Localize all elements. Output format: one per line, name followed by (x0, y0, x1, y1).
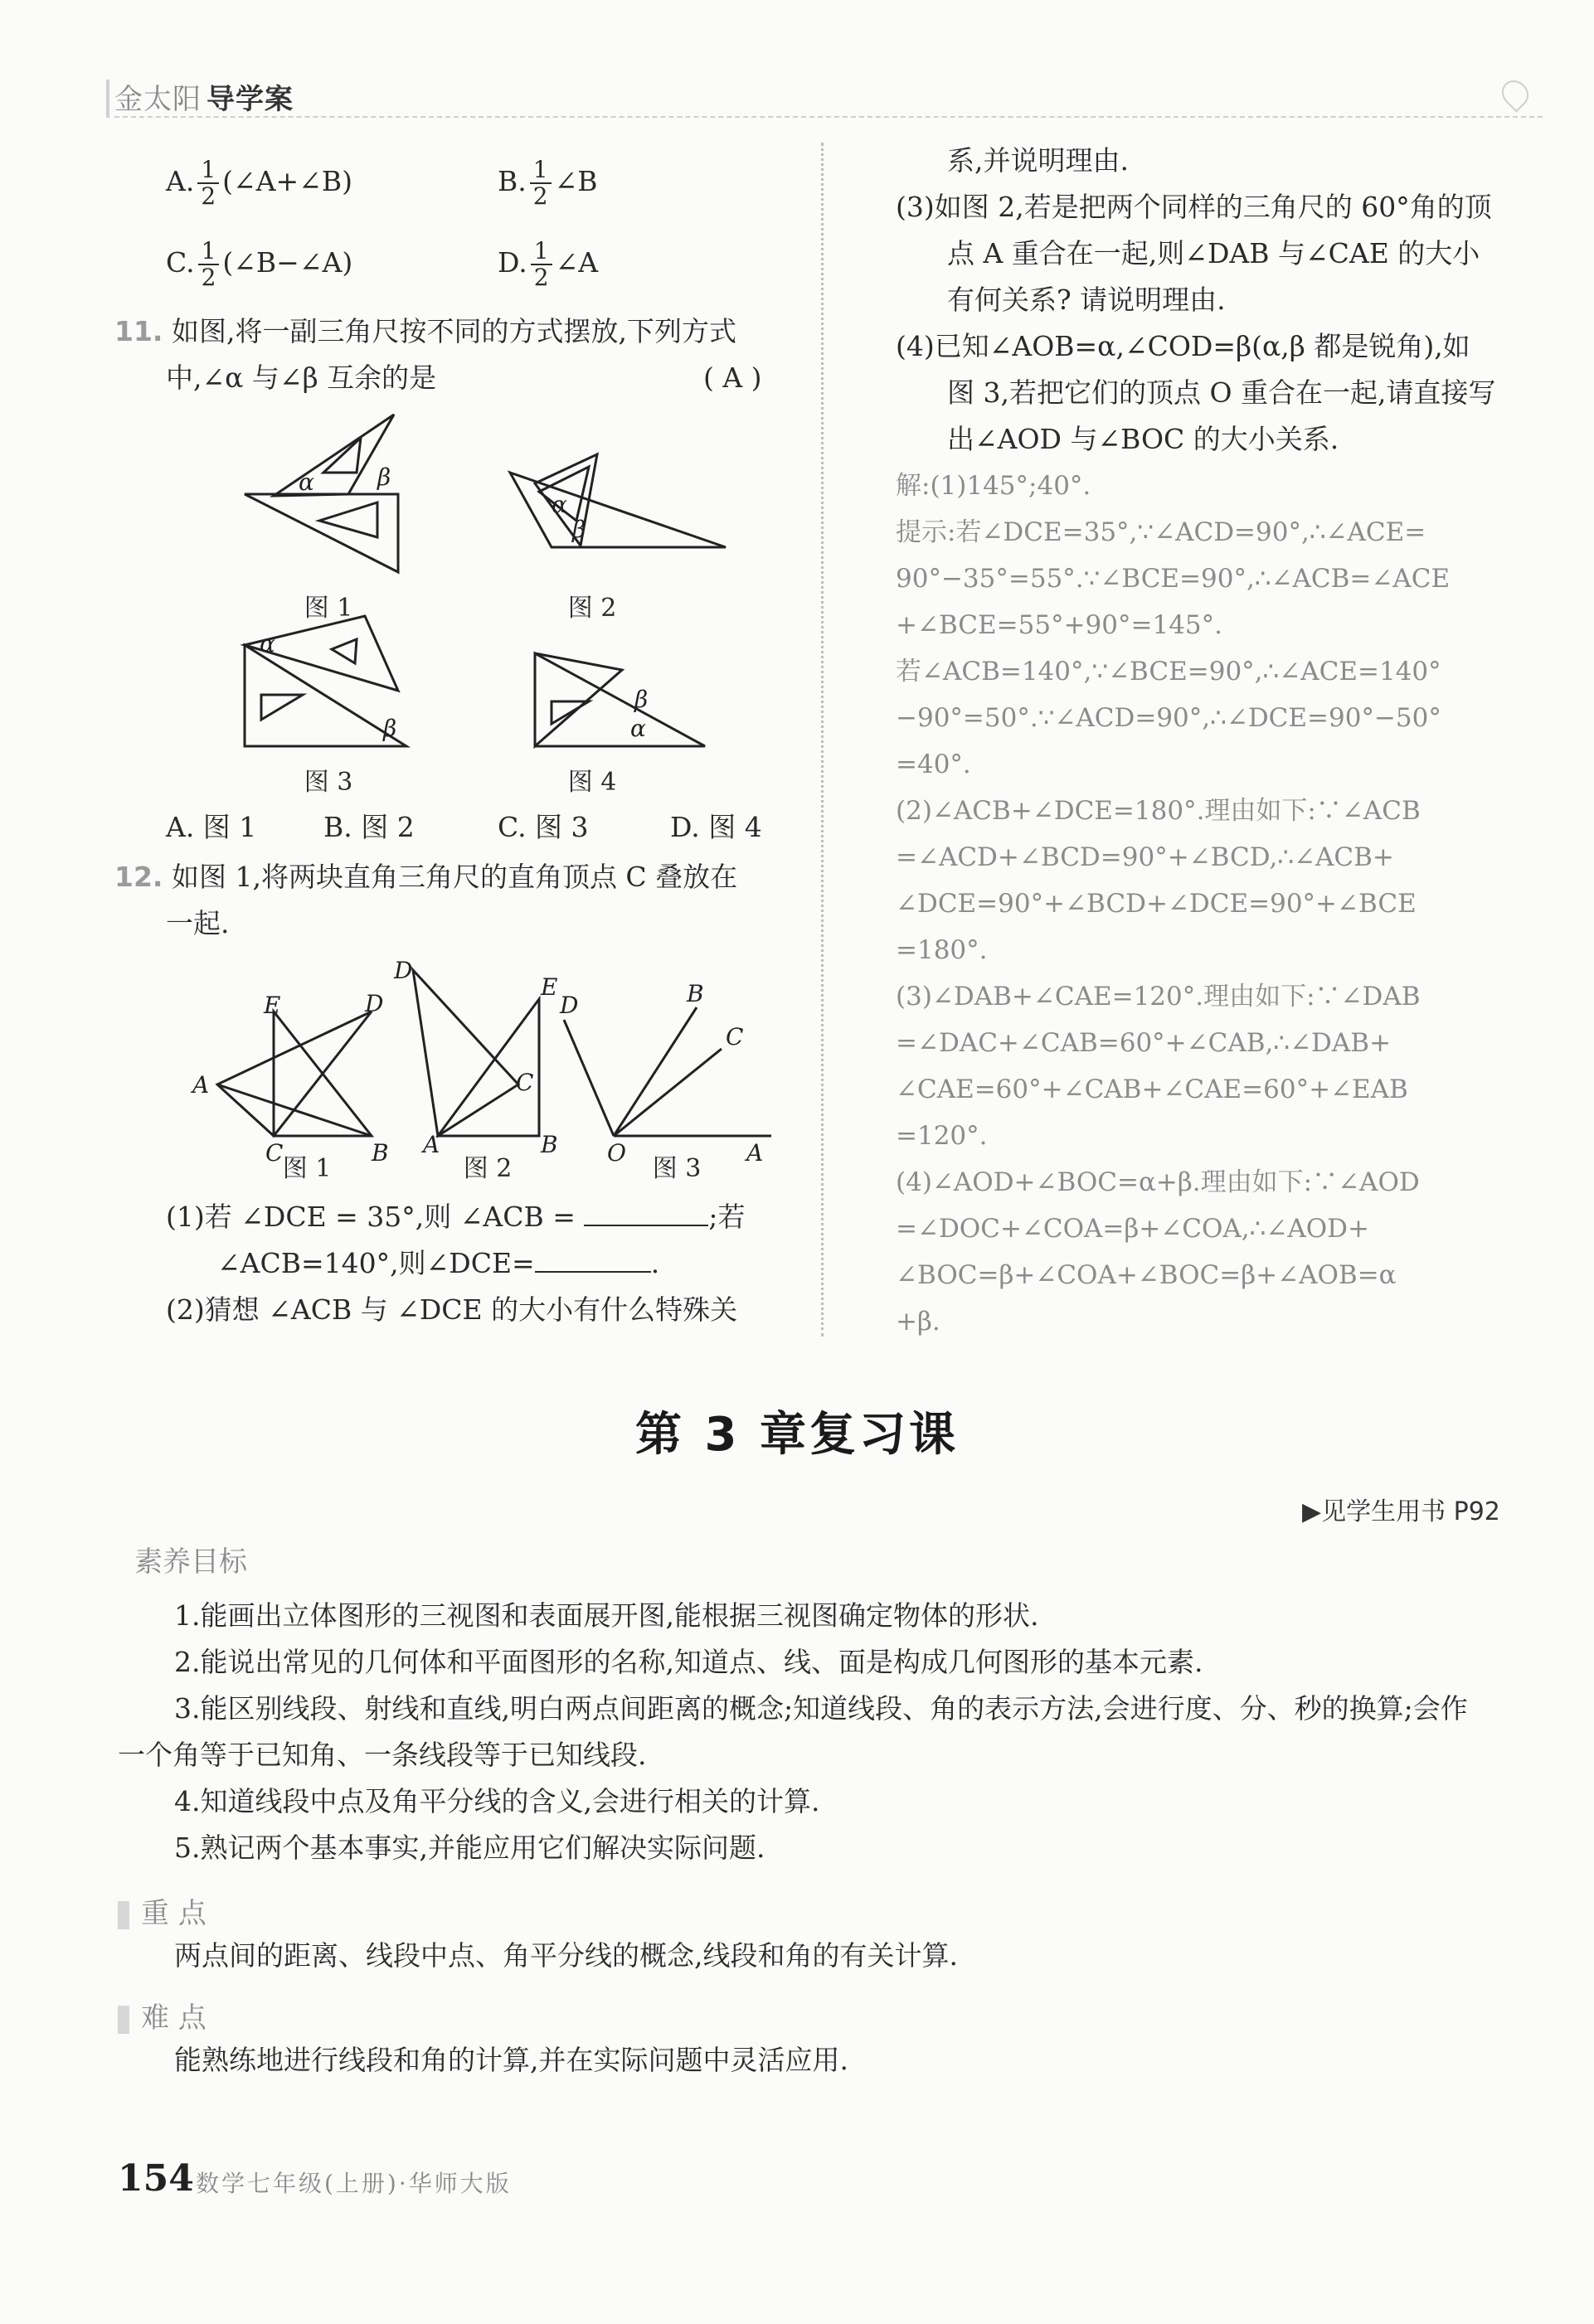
right-line-5: (4)已知∠AOB=α,∠COD=β(α,β 都是锐角),如 (896, 330, 1470, 362)
answer-line: =40°. (896, 750, 971, 779)
answer-line: =∠ACD+∠BCD=90°+∠BCD,∴∠ACB+ (896, 842, 1394, 872)
fig4-triangle-1 (535, 653, 705, 746)
fig1-triangle-bottom-inner (319, 502, 377, 537)
right-line-2: (3)如图 2,若是把两个同样的三角尺的 60°角的顶 (896, 191, 1492, 223)
fig3-ray-od (564, 1020, 614, 1136)
column-divider (821, 143, 824, 1337)
q11-choice-c: C. 图 3 (498, 811, 589, 843)
label: D (394, 957, 413, 984)
label: B (541, 1131, 558, 1158)
bar-icon (118, 1901, 129, 1929)
label: E (264, 992, 281, 1019)
right-line-4: 有何关系? 请说明理由. (947, 284, 1226, 316)
fig2-triangle-1 (413, 970, 518, 1136)
fig3-ray-ob (614, 1007, 697, 1136)
fraction: $\frac{1}{2}$ (198, 239, 220, 290)
answer-line: −90°=50°.∵∠ACD=90°,∴∠DCE=90°−50° (896, 703, 1441, 733)
goal-item: 3.能区别线段、射线和直线,明白两点间距离的概念;知道线段、角的表示方法,会进行度、分、秒的换算;会作 (174, 1692, 1468, 1725)
goals-heading: 素养目标 (134, 1545, 247, 1579)
fig4-caption: 图 4 (567, 768, 617, 797)
label: A (746, 1139, 764, 1167)
answer-line: =120°. (896, 1121, 988, 1151)
answer-line: 90°−35°=55°.∵∠BCE=90°,∴∠ACB=∠ACE (896, 564, 1451, 594)
label: β (572, 516, 586, 543)
label: D (560, 992, 579, 1019)
label: E (541, 973, 558, 1001)
label: C (516, 1069, 534, 1096)
answer-line: +∠BCE=55°+90°=145°. (896, 610, 1222, 640)
fig3-ray-oc (614, 1049, 722, 1136)
q12-fig1-caption: 图 1 (282, 1154, 332, 1183)
q12-fig3-caption: 图 3 (652, 1154, 702, 1183)
label: β (634, 686, 649, 713)
pin-icon (1496, 75, 1533, 112)
q11-answer: ( A ) (703, 361, 762, 394)
label: B (687, 980, 704, 1007)
fig1-caption: 图 1 (304, 594, 353, 623)
fig3-inner-1 (261, 695, 303, 720)
footer-text: 数学七年级(上册)·华师大版 (196, 2170, 512, 2197)
label: C (726, 1023, 744, 1050)
right-line-3: 点 A 重合在一起,则∠DAB 与∠CAE 的大小 (947, 237, 1480, 269)
fraction: $\frac{1}{2}$ (530, 158, 552, 209)
fig2-caption: 图 2 (567, 594, 617, 623)
label: α (552, 491, 567, 518)
header-divider (114, 116, 1543, 118)
q11-choice-b: B. 图 2 (323, 811, 415, 843)
key-text: 两点间的距离、线段中点、角平分线的概念,线段和角的有关计算. (174, 1939, 958, 1972)
option-a: A. $\frac{1}{2}$ (∠A+∠B) (166, 156, 352, 210)
option-c: C. $\frac{1}{2}$ (∠B−∠A) (166, 237, 353, 291)
label: β (377, 463, 391, 491)
goal-item: 2.能说出常见的几何体和平面图形的名称,知道点、线、面是构成几何图形的基本元素. (174, 1646, 1203, 1678)
fig1-line-ab (217, 1084, 372, 1136)
answer-line: 提示:若∠DCE=35°,∵∠ACD=90°,∴∠ACE= (896, 517, 1426, 547)
header-brand: 金太阳 导学案 (114, 83, 294, 116)
label: O (607, 1139, 626, 1167)
header-marker (106, 80, 109, 118)
fig2-triangle-2 (438, 999, 539, 1136)
fig1-triangle-top-inner (323, 438, 361, 473)
q12-figures (182, 953, 780, 1169)
page-number: 154 (118, 2157, 194, 2200)
right-line-7: 出∠AOD 与∠BOC 的大小关系. (947, 423, 1339, 455)
goal-item: 5.熟记两个基本事实,并能应用它们解决实际问题. (174, 1832, 765, 1864)
bar-icon (118, 2006, 129, 2034)
option-b: B. $\frac{1}{2}$ ∠B (498, 156, 598, 210)
label: D (365, 990, 384, 1017)
answer-line: =180°. (896, 935, 988, 965)
q12-line2: 一起. (166, 907, 230, 939)
label: C (265, 1139, 284, 1167)
chapter-title: 第 3 章复习课 (635, 1408, 959, 1462)
goal-item: 4.知道线段中点及角平分线的含义,会进行相关的计算. (174, 1785, 820, 1817)
fraction: $\frac{1}{2}$ (197, 158, 219, 209)
answer-blank (584, 1200, 708, 1226)
q11-choice-a: A. 图 1 (166, 811, 257, 843)
fraction: $\frac{1}{2}$ (531, 239, 552, 290)
goal-item: 1.能画出立体图形的三视图和表面展开图,能根据三视图确定物体的形状. (174, 1599, 1039, 1632)
key-heading: 重 点 (118, 1890, 207, 1931)
fig3-inner-2 (332, 639, 357, 663)
q12-line1: 12. 如图 1,将两块直角三角尺的直角顶点 C 叠放在 (114, 861, 738, 893)
answer-line: 解:(1)145°;40°. (896, 471, 1091, 501)
answer-line: (3)∠DAB+∠CAE=120°.理由如下:∵∠DAB (896, 982, 1421, 1012)
difficulty-text: 能熟练地进行线段和角的计算,并在实际问题中灵活应用. (174, 2044, 848, 2076)
right-line-1: 系,并说明理由. (947, 144, 1129, 177)
answer-line: +β. (896, 1307, 940, 1337)
fig3-caption: 图 3 (304, 768, 353, 797)
label: α (630, 715, 646, 742)
q12-number: 12. (114, 861, 163, 893)
student-book-ref: ▶见学生用书 P92 (1302, 1497, 1500, 1526)
goal-item: 一个角等于已知角、一条线段等于已知线段. (118, 1739, 647, 1771)
label: α (260, 630, 275, 657)
q11-choice-d: D. 图 4 (670, 811, 762, 843)
q11-line2: 中,∠α 与∠β 互余的是 (166, 361, 437, 394)
label: A (423, 1131, 440, 1158)
answer-line: ∠BOC=β+∠COA+∠BOC=β+∠AOB=α (896, 1260, 1397, 1290)
q12-part1-line2: ∠ACB=140°,则∠DCE= . (217, 1247, 660, 1279)
label: B (372, 1139, 389, 1167)
fig1-triangle-acd (217, 1012, 372, 1136)
q11-number: 11. (114, 315, 163, 347)
fig1-triangle-top (274, 415, 394, 496)
answer-blank (535, 1246, 651, 1273)
fig4-inner (552, 701, 589, 724)
answer-line: =∠DAC+∠CAB=60°+∠CAB,∴∠DAB+ (896, 1028, 1392, 1058)
fig2-triangle-1 (510, 473, 726, 547)
label: β (383, 715, 397, 742)
right-line-6: 图 3,若把它们的顶点 O 重合在一起,请直接写 (947, 376, 1496, 409)
q12-fig2-caption: 图 2 (463, 1154, 513, 1183)
label: α (299, 468, 314, 496)
answer-line: ∠DCE=90°+∠BCD+∠DCE=90°+∠BCE (896, 889, 1417, 919)
label: A (192, 1071, 210, 1099)
difficulty-heading: 难 点 (118, 1995, 207, 2035)
answer-line: ∠CAE=60°+∠CAB+∠CAE=60°+∠EAB (896, 1075, 1408, 1104)
answer-line: 若∠ACB=140°,∵∠BCE=90°,∴∠ACE=140° (896, 657, 1441, 687)
q12-part1-line1: (1)若 ∠DCE = 35°,则 ∠ACB = ;若 (166, 1201, 746, 1233)
answer-line: (2)∠ACB+∠DCE=180°.理由如下:∵∠ACB (896, 796, 1421, 826)
answer-line: =∠DOC+∠COA=β+∠COA,∴∠AOD+ (896, 1214, 1369, 1244)
q12-part2-line1: (2)猜想 ∠ACB 与 ∠DCE 的大小有什么特殊关 (166, 1293, 738, 1326)
option-d: D. $\frac{1}{2}$ ∠A (498, 237, 599, 291)
answer-line: (4)∠AOD+∠BOC=α+β.理由如下:∵∠AOD (896, 1167, 1420, 1197)
fig4-triangle-2 (535, 653, 622, 746)
fig1-triangle-bottom (245, 494, 398, 572)
q11-line1: 11. 如图,将一副三角尺按不同的方式摆放,下列方式 (114, 315, 736, 347)
